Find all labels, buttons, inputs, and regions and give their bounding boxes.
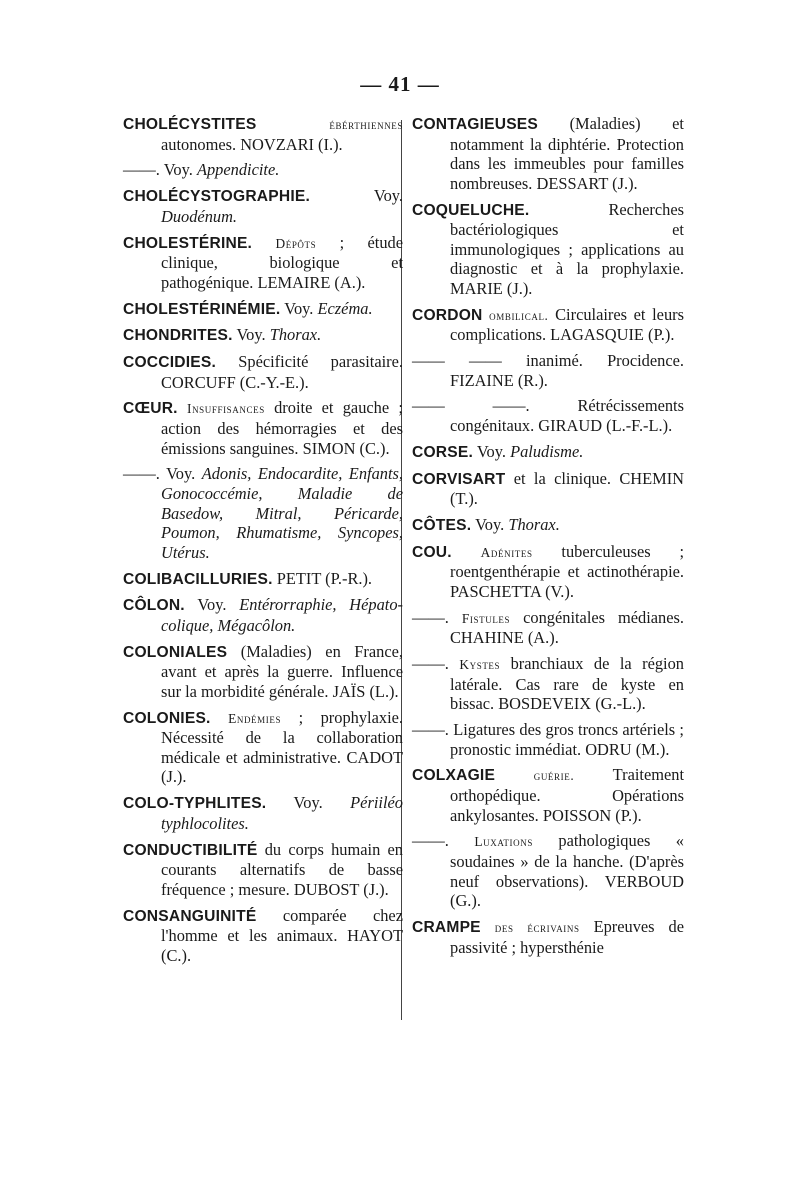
- repeat-dash: ——.: [123, 464, 160, 484]
- entry-subheading: ombilical.: [489, 307, 549, 323]
- entry-text: Voy.: [293, 793, 323, 813]
- entry-text: Ligatures des gros troncs artériels ; pronostic immédiat. ODRU (M.).: [450, 720, 684, 759]
- entry-reference: Duodénum.: [161, 206, 238, 226]
- entry-headword: CŒUR.: [123, 400, 178, 418]
- entry-headword: CÔLON.: [123, 597, 185, 615]
- entry-headword: CONSANGUINITÉ: [123, 907, 257, 925]
- index-entry: [123, 299, 403, 320]
- index-entry: [412, 608, 684, 648]
- repeat-dash: ——.: [412, 831, 449, 851]
- entry-text: ; prophylaxie. Nécessité de la collaboration médicale et administrative. CADOT (J.).: [161, 707, 403, 787]
- right-column: [412, 114, 684, 963]
- index-entry: [123, 464, 403, 562]
- index-entry: [123, 793, 403, 833]
- repeat-dash: ——.: [412, 654, 449, 674]
- entry-headword: COLONIALES: [123, 643, 228, 661]
- index-entry: [123, 233, 403, 293]
- entry-reference: Entérorraphie, Hépato-colique, Mégacôlon.: [161, 595, 403, 635]
- entry-headword: COLXAGIE: [412, 767, 496, 785]
- entry-headword: COLO-TYPHLITES.: [123, 795, 267, 813]
- entry-headword: CORSE.: [412, 443, 473, 461]
- entry-reference: Adonis, Endocardite, Enfants, Gonococcémie, Maladie de Basedow, Mitral, Péricarde, Poumon, Rhumatisme, Syncopes, Utérus.: [161, 464, 403, 562]
- entry-subheading: Endémies: [228, 710, 282, 726]
- index-entry: [123, 352, 403, 392]
- entry-text: branchiaux de la région latérale. Cas rare de kyste en bissac. BOSDEVEIX (G.-L.).: [450, 654, 684, 714]
- entry-headword: CHOLÉCYSTOGRAPHIE.: [123, 188, 310, 206]
- entry-headword: COLIBACILLURIES.: [123, 570, 273, 588]
- entry-text: (Maladies) et notamment la diphtérie. Protection dans les immeubles pour familles nombreuses. DESSART (J.).: [450, 114, 684, 193]
- index-entry: [412, 917, 684, 957]
- entry-subheading: Insuffisances: [187, 401, 265, 417]
- index-entry: [123, 595, 403, 635]
- entry-text: Voy.: [166, 464, 196, 484]
- entry-text: tuberculeuses ; roentgenthérapie et actinothérapie. PASCHETTA (V.).: [450, 541, 684, 601]
- entry-text: PETIT (P.-R.).: [276, 568, 373, 588]
- index-entry: [123, 840, 403, 900]
- entry-text: Epreuves de passivité ; hypersthénie: [450, 917, 684, 957]
- index-entry: [123, 708, 403, 787]
- entry-reference: Thorax.: [508, 515, 560, 534]
- entry-text: et la clinique. CHEMIN (T.).: [450, 468, 684, 509]
- entry-subheading: des écrivains: [494, 920, 580, 935]
- entry-text: Voy.: [236, 325, 266, 345]
- index-entry: [412, 396, 684, 435]
- entry-reference: Paludisme.: [510, 441, 584, 461]
- entry-reference: Eczéma.: [317, 298, 373, 318]
- entry-headword: CRAMPE: [412, 919, 481, 936]
- index-entry: [123, 642, 403, 702]
- entry-headword: COU.: [412, 543, 452, 561]
- entry-headword: COQUELUCHE.: [412, 201, 530, 219]
- entry-text: Rétrécissements congénitaux. GIRAUD (L.-F.-L.).: [450, 396, 684, 436]
- entry-headword: CHOLESTÉRINE.: [123, 234, 253, 252]
- page-number: — 41 —: [360, 72, 440, 96]
- entry-headword: CHOLÉCYSTITES: [123, 116, 257, 133]
- entry-text: Voy.: [475, 515, 505, 534]
- entry-text: Voy.: [163, 160, 193, 180]
- entry-subheading: Fistules: [461, 610, 511, 626]
- index-entry: [123, 325, 403, 346]
- index-entry: [412, 765, 684, 825]
- entry-headword: CÔTES.: [412, 517, 472, 534]
- entry-subheading: guérie.: [533, 768, 575, 784]
- index-entry: [412, 542, 684, 602]
- entry-text: pathologiques « soudaines » de la hanche. (D'après neuf observations). VERBOUD (G.).: [450, 831, 684, 911]
- index-entry: [412, 351, 684, 390]
- repeat-dash: —— ——: [412, 351, 502, 371]
- entry-subheading: Kystes: [459, 657, 501, 673]
- index-entry: [123, 398, 403, 458]
- entry-subheading: Adénites: [480, 544, 533, 560]
- index-entry: [412, 114, 684, 193]
- entry-text: (Maladies) en France, avant et après la guerre. Influence sur la morbidité générale. JAÏS (L.).: [161, 641, 403, 701]
- index-entry: [412, 720, 684, 759]
- entry-text: congénitales médianes. CHAHINE (A.).: [450, 607, 684, 648]
- left-column: [123, 114, 403, 972]
- index-entry: [412, 200, 684, 299]
- entry-headword: CONDUCTIBILITÉ: [123, 841, 258, 859]
- entry-text: droite et gauche ; action des hémorragies et des émissions sanguines. SIMON (C.).: [161, 398, 403, 458]
- entry-text: ; étude clinique, biologique et pathogénique. LEMAIRE (A.).: [161, 232, 403, 292]
- entry-subheading: Dépôts: [275, 235, 317, 251]
- entry-headword: CORVISART: [412, 470, 506, 488]
- entry-text: Circulaires et leurs complications. LAGASQUIE (P.).: [450, 304, 684, 345]
- entry-text: Voy.: [197, 595, 227, 615]
- index-entry: [123, 906, 403, 966]
- entry-reference: Appendicite.: [196, 160, 280, 180]
- entry-headword: COLONIES.: [123, 709, 211, 727]
- index-entry: [123, 160, 403, 180]
- entry-headword: CHONDRITES.: [123, 327, 233, 345]
- index-entry: [412, 442, 684, 463]
- index-entry: [123, 114, 403, 154]
- repeat-dash: ——.: [123, 160, 160, 180]
- entry-text: Recherches bactériologiques et immunologiques ; applications au diagnostic et à la prophylaxie. MARIE (J.).: [450, 199, 684, 298]
- entry-text: Traitement orthopédique. Opérations ankylosantes. POISSON (P.).: [450, 765, 684, 825]
- entry-text: comparée chez l'homme et les animaux. HAYOT (C.).: [161, 905, 403, 965]
- entry-text: Voy.: [476, 441, 506, 461]
- index-entry: [412, 831, 684, 910]
- entry-text: inanimé. Procidence. FIZAINE (R.).: [450, 351, 684, 390]
- entry-text: autonomes. NOVZARI (I.).: [161, 134, 343, 154]
- repeat-dash: ——.: [412, 607, 449, 627]
- repeat-dash: —— ——.: [412, 396, 530, 416]
- entry-subheading: ébérthiennes: [329, 117, 403, 132]
- entry-reference: Périiléo typhlocolites.: [161, 793, 403, 833]
- entry-headword: COCCIDIES.: [123, 354, 216, 372]
- entry-headword: CORDON: [412, 306, 483, 324]
- entry-subheading: Luxations: [474, 834, 533, 850]
- entry-reference: Thorax.: [269, 325, 322, 345]
- repeat-dash: ——.: [412, 720, 449, 740]
- index-entry: [123, 186, 403, 226]
- entry-text: du corps humain en courants alternatifs de basse fréquence ; mesure. DUBOST (J.).: [161, 839, 403, 899]
- index-entry: [412, 305, 684, 345]
- index-entry: [412, 515, 684, 536]
- index-entry: [412, 469, 684, 509]
- entry-headword: CONTAGIEUSES: [412, 116, 539, 133]
- index-entry: [412, 654, 684, 714]
- index-entry: [123, 569, 403, 590]
- entry-text: Voy.: [284, 298, 314, 318]
- entry-text: Voy.: [373, 186, 403, 206]
- entry-headword: CHOLESTÉRINÉMIE.: [123, 300, 281, 318]
- entry-text: Spécificité parasitaire. CORCUFF (C.-Y.-E.).: [161, 352, 403, 392]
